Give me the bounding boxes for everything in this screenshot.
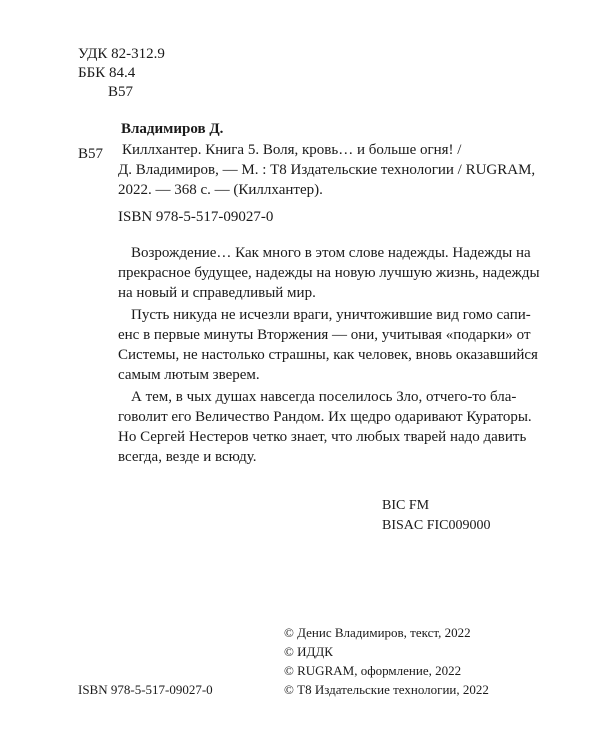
annotation-line-7: самым лютым зверем. <box>118 367 260 383</box>
isbn-top: ISBN 978-5-517-09027-0 <box>118 209 274 225</box>
udk-code: УДК 82-312.9 <box>78 46 165 62</box>
annotation-line-10: Но Сергей Нестеров четко знает, что любых тварей надо давить <box>118 429 527 445</box>
annotation-line-2: прекрасное будущее, надежды на новую лучшую жизнь, надежды <box>118 265 540 281</box>
annotation-line-1: Возрождение… Как много в этом слове надежды. Надежды на <box>131 245 531 261</box>
side-author-mark: В57 <box>78 146 104 162</box>
copyright-line-4: © Т8 Издательские технологии, 2022 <box>284 682 489 697</box>
annotation-line-8: А тем, в чых душах навсегда поселилось Зло, отчего-то бла- <box>131 389 517 405</box>
copyright-line-2: © ИДДК <box>284 644 333 659</box>
isbn-bottom: ISBN 978-5-517-09027-0 <box>78 682 213 697</box>
copyright-line-1: © Денис Владимиров, текст, 2022 <box>284 625 471 640</box>
bibliographic-record-line-1: Киллхантер. Книга 5. Воля, кровь… и больше огня! / <box>122 142 462 158</box>
annotation-line-9: говолит его Величество Рандом. Их щедро одаривают Кураторы. <box>118 409 532 425</box>
annotation-line-4: Пусть никуда не исчезли враги, уничтожившие вид гомо сапи- <box>131 307 531 323</box>
author-heading: Владимиров Д. <box>121 121 224 137</box>
annotation-line-3: на новый и справедливый мир. <box>118 285 316 301</box>
copyright-line-3: © RUGRAM, оформление, 2022 <box>284 663 462 678</box>
bibliographic-record-line-3: 2022. — 368 с. — (Киллхантер). <box>118 182 323 198</box>
annotation-line-5: енс в первые минуты Вторжения — они, учитывая «подарки» от <box>118 327 531 343</box>
annotation-line-6: Системы, не настолько страшны, как человек, вновь оказавшийся <box>118 347 538 363</box>
bibliographic-record-line-2: Д. Владимиров, — М. : Т8 Издательские технологии / RUGRAM, <box>118 162 536 178</box>
bic-code: BIC FM <box>382 498 430 513</box>
annotation-line-11: всегда, везде и всюду. <box>118 449 257 465</box>
bbk-code: ББК 84.4 <box>78 65 136 81</box>
bisac-code: BISAC FIC009000 <box>382 518 491 533</box>
author-mark: В57 <box>108 84 134 100</box>
